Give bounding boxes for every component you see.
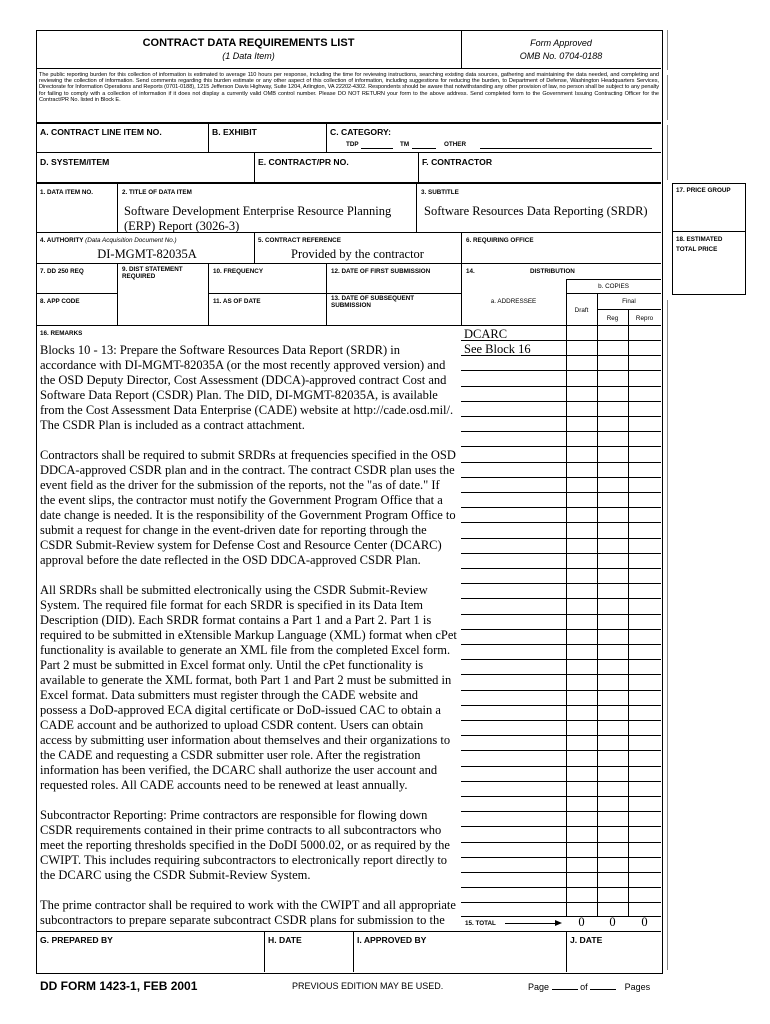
- distribution-row-line: [461, 735, 661, 736]
- block-1-label: 1. DATA ITEM NO.: [40, 189, 94, 196]
- block-4-label: 4. AUTHORITY (Data Acquisition Document No.): [40, 237, 177, 244]
- addressee-label: a. ADDRESSEE: [490, 298, 537, 305]
- authority-value[interactable]: DI-MGMT-82035A: [97, 247, 197, 261]
- distribution-row-line: [461, 796, 661, 797]
- tdp-field[interactable]: [361, 148, 393, 149]
- block-9-label: 9. DIST STATEMENT REQUIRED: [122, 266, 183, 281]
- distribution-row-line: [461, 887, 661, 888]
- block-2-label: 2. TITLE OF DATA ITEM: [122, 189, 192, 196]
- distribution-row-line: [461, 598, 661, 599]
- distribution-row-line: [461, 705, 661, 706]
- previous-edition-note: PREVIOUS EDITION MAY BE USED.: [292, 981, 444, 991]
- addressee-see-block-16[interactable]: See Block 16: [464, 342, 531, 356]
- distribution-row-line: [461, 872, 661, 873]
- distribution-row-line: [461, 644, 661, 645]
- block-j-label: J. DATE: [570, 935, 603, 945]
- remarks-paragraph: All SRDRs shall be submitted electronically using the CSDR Submit-Review System. The required file format for each SRDR is specified in its Data Item Description (DID). Each SRDR format contains a Part 1 and a Part 2. Part 1 is required to be submitted in eXtensible Markup Language (XML) format when cPet functionality is available to generate an XML file from the completed Excel form. Part 2 must be submitted in Excel format only. Until the cPet functionality is available to generate the XML format, both Part 1 and Part 2 must be submitted in Excel format. Data submitters must register through the CADE website and possess a DoD-approved ECA digital certificate or DoD-issued CAC to obtain a CADE account and be authorized to upload CSDR content. Users can obtain access by submitting user information about themselves and their organizations to the CADE and requesting a CSDR submitter user role. After the registration information has been verified, the DCARC shall authorize the user account and requested roles. All CADE accounts need to be renewed at least annually.: [40, 583, 457, 792]
- block-3-label: 3. SUBTITLE: [421, 189, 459, 196]
- total-draft: 0: [578, 915, 585, 929]
- distribution-row-line: [461, 583, 661, 584]
- distribution-row-line: [461, 492, 661, 493]
- distribution-row-line: [461, 568, 661, 569]
- remarks-text[interactable]: [40, 343, 458, 929]
- distribution-row-line: [461, 431, 661, 432]
- distribution-row-line: [461, 826, 661, 827]
- form-title: CONTRACT DATA REQUIREMENTS LIST: [142, 37, 355, 49]
- distribution-row-line: [461, 614, 661, 615]
- distribution-row-line: [461, 370, 661, 371]
- block-16-label: 16. REMARKS: [40, 330, 83, 337]
- distribution-label: DISTRIBUTION: [530, 268, 575, 275]
- total-arrow-icon: [505, 923, 559, 924]
- distribution-row-line: [461, 446, 661, 447]
- tm-field[interactable]: [412, 148, 436, 149]
- block-8-label: 8. APP CODE: [40, 298, 80, 305]
- distribution-row-line: [461, 674, 661, 675]
- remarks-paragraph: Blocks 10 - 13: Prepare the Software Resources Data Report (SRDR) in accordance with DI-MGMT-82035A (or the most recently approved version) and the OSD Deputy Director, Cost Assessment (DDCA)-approved contract Cost and Software Data Report (CSDR) Plan. The DID, DI-MGMT-82035A, is available from the Cost Assessment Data Enterprise (CADE) website at http://cade.osd.mil/. The CSDR Plan is included as a contract attachment.: [40, 343, 454, 432]
- block-15-label: 15. TOTAL: [465, 920, 496, 927]
- distribution-row-line: [461, 477, 661, 478]
- distribution-row-line: [461, 386, 661, 387]
- page-indicator: Page of Pages: [528, 982, 651, 992]
- category-tdp: TDP: [346, 141, 359, 148]
- distribution-row-line: [461, 522, 661, 523]
- final-label: Final: [622, 298, 636, 305]
- block-e-label: E. CONTRACT/PR NO.: [258, 157, 349, 167]
- block-7-label: 7. DD 250 REQ: [40, 268, 84, 275]
- category-other: OTHER: [444, 141, 467, 148]
- remarks-paragraph: Contractors shall be required to submit SRDRs at frequencies specified in the OSD DDCA-approved CSDR plan and in the contract. The contract CSDR plan uses the event field as the driver for the submission of the reports, not the "as of date." If the event slips, the contractor must notify the Government Program Office that a date change is needed. It is the responsibility of the Government Program Office to submit a request for change in the event-driven date for reporting through the CSDR Submit-Review system for Defense Cost and Resource Center (DCARC) approval before the date reflected in the OSD DDCA-approved CSDR Plan.: [40, 448, 456, 567]
- reg-label: Reg: [606, 315, 619, 322]
- distribution-row-line: [461, 766, 661, 767]
- distribution-row-line: [461, 842, 661, 843]
- block-17-label: 17. PRICE GROUP: [676, 187, 731, 194]
- block-b-label: B. EXHIBIT: [212, 127, 257, 137]
- remarks-paragraph: The prime contractor shall be required to work with the CWIPT and all appropriate subcontractors to prepare separate subcontract CSDR plans for submission to the: [40, 898, 456, 927]
- burden-statement: The public reporting burden for this collection of information is estimated to average 110 hours per response, including the time for reviewing instructions, searching existing data sources, gathering and maintaining the data needed, and completing and reviewing the collection of information. Send comments regarding this burden estimate or any other aspect of this collection of information, including suggestions for reducing the burden, to Department of Defense, Washington Headquarters Services, Directorate for Information Operations and Reports (0701-0188), 1215 Jefferson Davis Highway, Suite 1204, Arlington, VA 22202-4302. Respondents should be aware that notwithstanding any other provision of law, no person shall be subject to any penalty for failing to comply with a collection of information if it does not display a currently valid OMB control number. Please DO NOT RETURN your form to the above address. Send completed form to the Government Issuing Contracting Officer for the Contract/PR No. listed in Block E.: [39, 72, 659, 103]
- block-i-label: I. APPROVED BY: [357, 935, 427, 945]
- block-14-label: 14.: [466, 268, 475, 275]
- draft-label: Draft: [574, 307, 589, 314]
- omb-number: OMB No. 0704-0188: [519, 51, 603, 61]
- data-item-subtitle[interactable]: Software Resources Data Reporting (SRDR): [424, 204, 648, 218]
- distribution-row-line: [461, 538, 661, 539]
- block-10-label: 10. FREQUENCY: [213, 268, 264, 275]
- distribution-row-line: [461, 720, 661, 721]
- block-5-label: 5. CONTRACT REFERENCE: [258, 237, 341, 244]
- addressee-dcarc[interactable]: DCARC: [464, 327, 508, 341]
- distribution-row-line: [461, 401, 661, 402]
- form-number: DD FORM 1423-1, FEB 2001: [40, 979, 198, 993]
- other-field[interactable]: [480, 148, 652, 149]
- distribution-row-line: [461, 781, 661, 782]
- distribution-row-line: [461, 750, 661, 751]
- distribution-row-line: [461, 629, 661, 630]
- page-number-field[interactable]: [552, 981, 578, 990]
- distribution-row-line: [461, 690, 661, 691]
- block-13-label: 13. DATE OF SUBSEQUENT SUBMISSION: [331, 295, 415, 310]
- block-18-label: 18. ESTIMATED TOTAL PRICE: [676, 236, 723, 254]
- distribution-row-line: [461, 902, 661, 903]
- block-a-label: A. CONTRACT LINE ITEM NO.: [40, 127, 162, 137]
- distribution-row-line: [461, 553, 661, 554]
- distribution-row-line: [461, 462, 661, 463]
- block-f-label: F. CONTRACTOR: [422, 157, 493, 167]
- block-11-label: 11. AS OF DATE: [213, 298, 261, 305]
- contract-reference-value[interactable]: Provided by the contractor: [291, 247, 424, 261]
- block-h-label: H. DATE: [268, 935, 302, 945]
- copies-label: b. COPIES: [598, 283, 629, 290]
- block-c-label: C. CATEGORY:: [330, 127, 391, 137]
- distribution-row-line: [461, 507, 661, 508]
- distribution-row-line: [461, 857, 661, 858]
- distribution-row-line: [461, 659, 661, 660]
- distribution-row-line: [461, 811, 661, 812]
- total-repro: 0: [641, 915, 648, 929]
- remarks-paragraph: Subcontractor Reporting: Prime contractors are responsible for flowing down CSDR requirements contained in their prime contracts to all subcontractors who meet the reporting thresholds specified in the DoDI 5000.02, or as required by the CWIPT. This includes requiring subcontractors to electronically report directly to the DCARC using the CSDR Submit-Review System.: [40, 808, 450, 882]
- block-6-label: 6. REQUIRING OFFICE: [466, 237, 534, 244]
- data-item-title[interactable]: Software Development Enterprise Resource Planning (ERP) Report (3026-3): [124, 204, 392, 233]
- total-reg: 0: [609, 915, 616, 929]
- repro-label: Repro: [635, 315, 654, 322]
- distribution-row-line: [461, 416, 661, 417]
- block-12-label: 12. DATE OF FIRST SUBMISSION: [331, 268, 431, 275]
- form-subtitle: (1 Data Item): [222, 51, 275, 61]
- block-d-label: D. SYSTEM/ITEM: [40, 157, 110, 167]
- category-tm: TM: [400, 141, 410, 148]
- form-approved-label: Form Approved: [530, 38, 592, 48]
- block-g-label: G. PREPARED BY: [40, 935, 113, 945]
- page-count-field[interactable]: [590, 981, 616, 990]
